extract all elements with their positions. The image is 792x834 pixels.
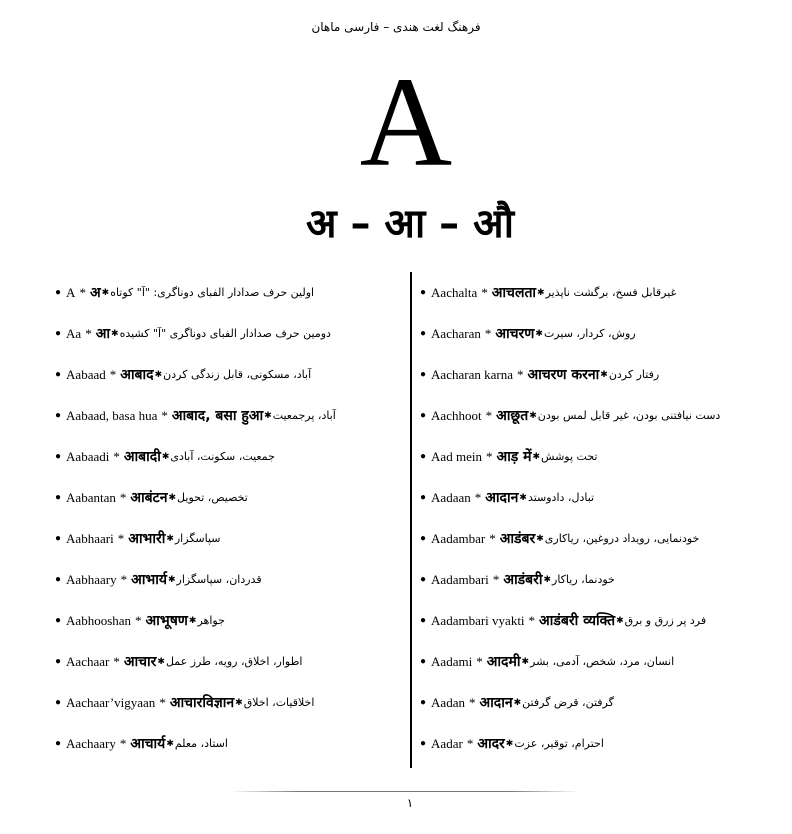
dictionary-entry <box>420 518 790 559</box>
entry-hindi: आदमी <box>486 654 521 670</box>
bullet-icon: ● <box>55 656 62 667</box>
bullet-icon: ● <box>420 574 427 585</box>
star-separator: * <box>481 284 488 300</box>
star-separator: * <box>159 694 166 710</box>
entry-roman: Aadan <box>431 694 465 710</box>
entry-hindi: आचलता <box>491 285 537 301</box>
dictionary-entry <box>55 354 427 395</box>
entry-roman: Aachaar’vigyaan <box>66 694 156 710</box>
entry-hindi: आबाद <box>120 367 154 383</box>
entry-persian: سپاسگزار <box>174 532 221 545</box>
dictionary-entry <box>55 477 427 518</box>
dictionary-entry <box>420 682 790 723</box>
bullet-icon: ● <box>55 287 62 298</box>
dictionary-entry <box>420 313 790 354</box>
bullet-icon: ● <box>55 738 62 749</box>
entry-hindi: आडंबर <box>499 531 536 547</box>
dictionary-entry <box>55 682 427 723</box>
asterisk-separator-icon: ✱ <box>166 738 174 748</box>
entry-hindi: आचार्य <box>130 736 166 752</box>
asterisk-separator-icon: ✱ <box>537 287 545 297</box>
star-separator: * <box>468 694 476 710</box>
star-separator: * <box>516 366 524 382</box>
bullet-icon: ● <box>55 451 62 462</box>
asterisk-separator-icon: ✱ <box>188 615 197 625</box>
bullet-icon: ● <box>420 287 427 298</box>
asterisk-separator-icon: ✱ <box>161 451 170 461</box>
asterisk-separator-icon: ✱ <box>111 328 119 338</box>
bullet-icon: ● <box>420 697 427 708</box>
hindi-vowel-heading: अ – आ – औ <box>305 201 515 247</box>
entry-roman: Aabhaary <box>66 571 117 587</box>
dictionary-entry <box>55 395 427 436</box>
dictionary-entry <box>420 641 790 682</box>
bullet-icon: ● <box>420 410 427 421</box>
entry-persian: روش، کردار، سیرت <box>543 327 636 340</box>
entry-roman: A <box>66 284 76 300</box>
page-header-title: فرهنگ لغت هندی – فارسی ماهان <box>311 20 481 34</box>
entry-persian: گرفتن، قرض گرفتن <box>522 696 614 709</box>
entry-persian: تخصیص، تحویل <box>177 491 248 504</box>
entry-persian: جمعیت، سکونت، آبادی <box>170 450 275 463</box>
dictionary-entry <box>55 641 427 682</box>
entry-hindi: आभारी <box>128 531 166 547</box>
bullet-icon: ● <box>420 615 427 626</box>
entry-hindi: आभार्य <box>131 572 167 588</box>
asterisk-separator-icon: ✱ <box>513 697 522 707</box>
dictionary-entry <box>55 559 427 600</box>
entry-roman: Aabhaari <box>66 530 114 546</box>
entry-persian: خودنمایی، رویداد دروغین، ریاکاری <box>544 532 700 545</box>
dictionary-entry <box>55 600 427 641</box>
bullet-icon: ● <box>420 738 427 749</box>
entry-roman: Aachhoot <box>431 407 482 423</box>
entry-hindi: आचरण करना <box>527 367 600 383</box>
entry-roman: Aadar <box>431 735 463 751</box>
entry-hindi: आबाद, बसा हुआ <box>171 408 264 424</box>
entry-persian: خودنما، ریاکار <box>552 573 615 586</box>
star-separator: * <box>484 325 492 341</box>
entry-roman: Aadami <box>431 653 473 669</box>
entry-hindi: आछूत <box>496 408 529 424</box>
bullet-icon: ● <box>55 369 62 380</box>
entry-hindi: अ <box>89 285 101 301</box>
bullet-icon: ● <box>420 369 427 380</box>
entry-roman: Aadambari <box>431 571 489 587</box>
entry-hindi: आचार <box>123 654 157 670</box>
entry-roman: Aabaad, basa hua <box>66 407 158 423</box>
entry-roman: Aad mein <box>431 448 482 464</box>
right-column <box>420 272 790 764</box>
star-separator: * <box>117 530 125 546</box>
entry-roman: Aadambari vyakti <box>431 612 525 628</box>
star-separator: * <box>489 530 496 546</box>
asterisk-separator-icon: ✱ <box>600 369 608 379</box>
bullet-icon: ● <box>55 615 62 626</box>
star-separator: * <box>161 407 168 423</box>
asterisk-separator-icon: ✱ <box>168 492 177 502</box>
star-separator: * <box>485 407 493 423</box>
entry-roman: Aadaan <box>431 489 471 505</box>
dictionary-entry <box>420 395 790 436</box>
star-separator: * <box>79 284 86 300</box>
entry-hindi: आचरण <box>495 326 535 342</box>
dictionary-entry <box>420 559 790 600</box>
asterisk-separator-icon: ✱ <box>532 451 541 461</box>
asterisk-separator-icon: ✱ <box>157 656 165 666</box>
asterisk-separator-icon: ✱ <box>543 574 552 584</box>
entry-roman: Aachaary <box>66 735 116 751</box>
entry-roman: Aadambar <box>431 530 486 546</box>
entry-persian: استاد، معلم <box>174 737 228 750</box>
entry-hindi: आबादी <box>123 449 161 465</box>
page-number: ۱ <box>406 796 414 810</box>
entry-persian: احترام، توقیر، عزت <box>514 737 604 750</box>
entry-hindi: आदर <box>477 736 505 752</box>
dictionary-entry <box>55 272 427 313</box>
asterisk-separator-icon: ✱ <box>264 410 272 420</box>
entry-persian: تبادل، دادوستد <box>527 491 595 504</box>
left-column <box>55 272 427 764</box>
bullet-icon: ● <box>420 533 427 544</box>
asterisk-separator-icon: ✱ <box>101 287 110 297</box>
entry-hindi: आचारविज्ञान <box>169 695 235 711</box>
star-separator: * <box>474 489 482 505</box>
asterisk-separator-icon: ✱ <box>154 369 163 379</box>
dictionary-entry <box>420 354 790 395</box>
entry-hindi: आ <box>95 326 111 342</box>
entry-persian: تحت پوشش <box>541 450 598 463</box>
entry-hindi: आदान <box>479 695 513 711</box>
star-separator: * <box>476 653 483 669</box>
entry-persian: اخلاقیات، اخلاق <box>243 696 315 709</box>
entry-persian: اولین حرف صدادار الفبای دوناگری: "آ" کوتاه <box>110 286 315 299</box>
dictionary-entry <box>55 313 427 354</box>
dictionary-entry <box>420 723 790 764</box>
dictionary-entry <box>420 600 790 641</box>
star-separator: * <box>528 612 536 628</box>
star-separator: * <box>119 735 127 751</box>
asterisk-separator-icon: ✱ <box>521 656 529 666</box>
asterisk-separator-icon: ✱ <box>519 492 527 502</box>
star-separator: * <box>466 735 474 751</box>
asterisk-separator-icon: ✱ <box>535 328 543 338</box>
column-divider <box>410 272 412 768</box>
entry-persian: آباد، پرجمعیت <box>272 409 336 422</box>
bullet-icon: ● <box>55 697 62 708</box>
dictionary-entry <box>420 436 790 477</box>
bullet-icon: ● <box>55 492 62 503</box>
bullet-icon: ● <box>55 574 62 585</box>
dictionary-entry <box>420 477 790 518</box>
asterisk-separator-icon: ✱ <box>616 615 624 625</box>
bullet-icon: ● <box>55 410 62 421</box>
entry-hindi: आडंबरी <box>503 572 543 588</box>
dictionary-entry <box>55 518 427 559</box>
entry-hindi: आडंबरी व्यक्ति <box>539 613 616 629</box>
star-separator: * <box>120 571 128 587</box>
entry-persian: غیرقابل فسخ، برگشت ناپذیر <box>545 286 677 299</box>
entry-persian: دومین حرف صدادار الفبای دوناگری "آ" کشیده <box>119 327 331 340</box>
entry-persian: اطوار، اخلاق، رویه، طرز عمل <box>165 655 303 668</box>
entry-persian: قدردان، سپاسگزار <box>176 573 262 586</box>
entry-hindi: आभूषण <box>145 613 188 629</box>
bullet-icon: ● <box>420 656 427 667</box>
entry-roman: Aacharan <box>431 325 481 341</box>
entry-roman: Aabaad <box>66 366 106 382</box>
asterisk-separator-icon: ✱ <box>235 697 243 707</box>
entry-roman: Aachaar <box>66 653 110 669</box>
star-separator: * <box>113 653 120 669</box>
asterisk-separator-icon: ✱ <box>505 738 514 748</box>
asterisk-separator-icon: ✱ <box>166 533 174 543</box>
entry-hindi: आदान <box>485 490 519 506</box>
entry-hindi: आबंटन <box>130 490 168 506</box>
bullet-icon: ● <box>420 328 427 339</box>
entry-persian: دست نیافتنی بودن، غیر قابل لمس بودن <box>537 409 721 422</box>
dictionary-entry <box>420 272 790 313</box>
section-letter: A <box>359 51 453 193</box>
entry-roman: Aacharan karna <box>431 366 513 382</box>
star-separator: * <box>85 325 92 341</box>
entry-persian: فرد پر زرق و برق <box>624 614 707 627</box>
entry-roman: Aachalta <box>431 284 478 300</box>
bullet-icon: ● <box>55 533 62 544</box>
star-separator: * <box>113 448 120 464</box>
star-separator: * <box>492 571 500 587</box>
bullet-icon: ● <box>420 451 427 462</box>
footer-rule <box>230 791 580 792</box>
entry-persian: آباد، مسکونی، قابل زندگی کردن <box>163 368 312 381</box>
dictionary-entry <box>55 436 427 477</box>
entry-persian: جواهر <box>197 614 225 627</box>
entry-roman: Aabantan <box>66 489 116 505</box>
asterisk-separator-icon: ✱ <box>536 533 544 543</box>
star-separator: * <box>135 612 142 628</box>
entry-roman: Aabaadi <box>66 448 110 464</box>
asterisk-separator-icon: ✱ <box>167 574 176 584</box>
entry-roman: Aabhooshan <box>66 612 132 628</box>
star-separator: * <box>119 489 127 505</box>
entry-roman: Aa <box>66 325 82 341</box>
entry-persian: انسان، مرد، شخص، آدمی، بشر <box>530 655 675 668</box>
dictionary-entry <box>55 723 427 764</box>
star-separator: * <box>109 366 117 382</box>
star-separator: * <box>485 448 493 464</box>
entry-hindi: आड़ में <box>496 449 532 465</box>
asterisk-separator-icon: ✱ <box>529 410 537 420</box>
bullet-icon: ● <box>55 328 62 339</box>
entry-persian: رفتار کردن <box>608 368 660 381</box>
bullet-icon: ● <box>420 492 427 503</box>
